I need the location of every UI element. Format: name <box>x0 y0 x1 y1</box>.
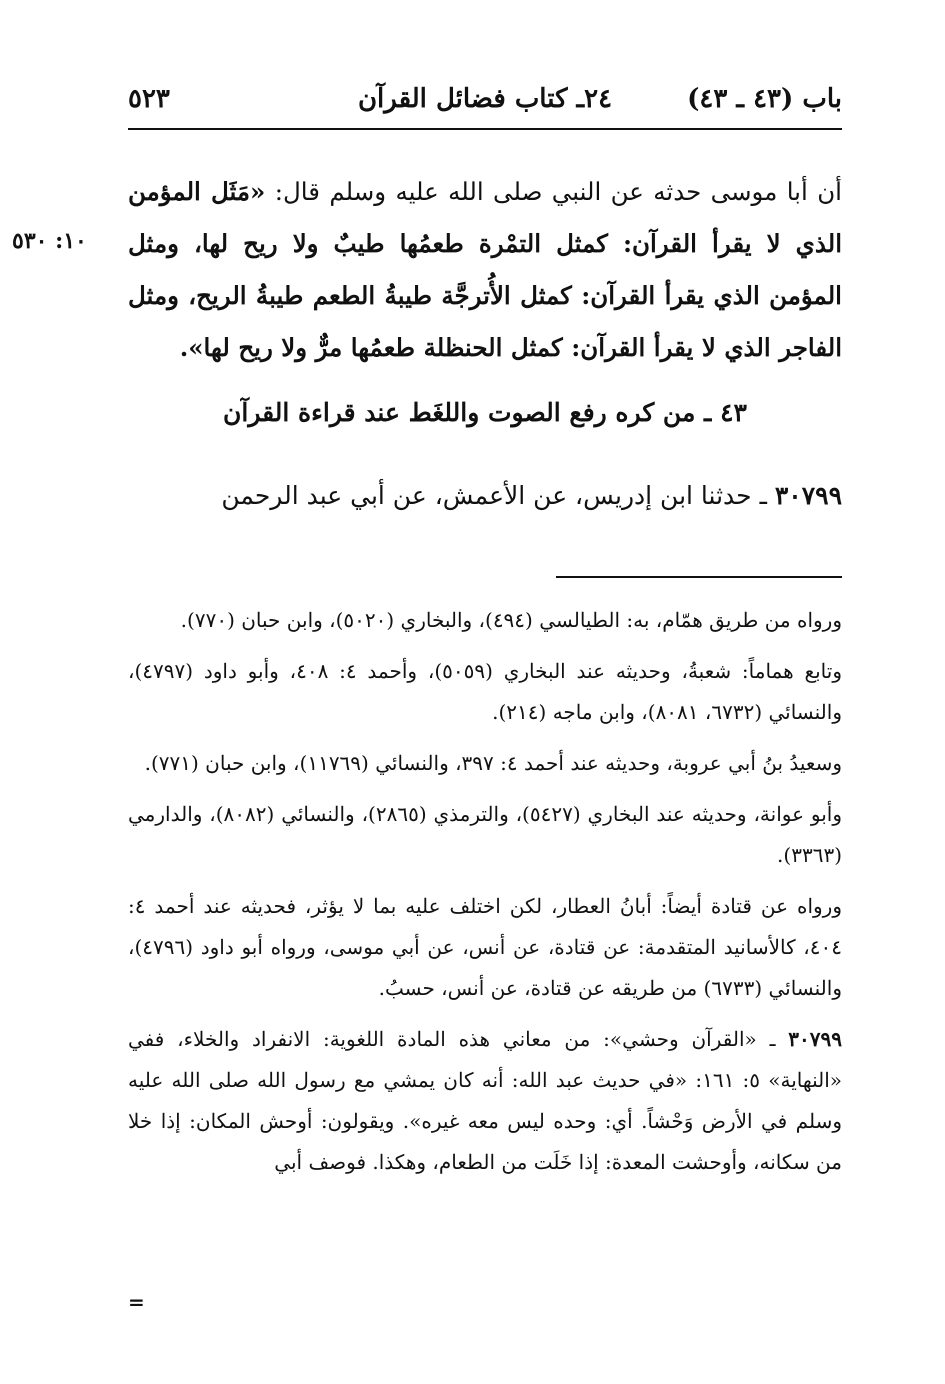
main-intro: أن أبا موسى حدثه عن النبي صلى الله عليه وسلم قال: <box>265 177 842 206</box>
chapter-reference: باب (٤٣ ـ ٤٣) <box>687 84 842 114</box>
page-number: ٥٢٣ <box>128 84 170 114</box>
note-text: ـ «القرآن وحشي»: من معاني هذه المادة اللغوية: الانفراد والخلاء، ففي «النهاية» ٥: ١٦١: «في حديث عبد الله: أنه كان يمشي مع رسول الله صلى الله عليه وسلم في الأرض وَحْشاً. أي: وحده ليس معه غيره». ويقولون: أوحش المكان: إذا خلا من سكانه، وأوحشت المعدة: إذا خَلَت من الطعام، وهكذا. فوصف أبي <box>128 1027 842 1174</box>
hadith-text: ـ حدثنا ابن إدريس، عن الأعمش، عن أبي عبد الرحمن <box>221 481 775 510</box>
footnotes <box>128 600 842 1193</box>
header-rule <box>128 128 842 130</box>
continuation-mark: = <box>128 1290 145 1314</box>
section-heading: ٤٣ ـ من كره رفع الصوت واللغَط عند قراءة القرآن <box>223 398 747 427</box>
footnote-paragraph: وسعيدُ بنُ أبي عروبة، وحديثه عند أحمد ٤: ٣٩٧، والنسائي (١١٧٦٩)، وابن حبان (٧٧١). <box>144 751 842 775</box>
note-number: ٣٠٧٩٩ <box>788 1027 842 1051</box>
footnote-paragraph: وتابع هماماً: شعبةُ، وحديثه عند البخاري (٥٠٥٩)، وأحمد ٤: ٤٠٨، وأبو داود (٤٧٩٧)، والنسائي (٦٧٣٢، ٨٠٨١)، وابن ماجه (٢١٤). <box>128 659 842 724</box>
footnote-rule <box>556 576 842 578</box>
page-header <box>128 84 842 124</box>
footnote-paragraph: وأبو عوانة، وحديثه عند البخاري (٥٤٢٧)، والترمذي (٢٨٦٥)، والنسائي (٨٠٨٢)، والدارمي (٣٣٦٣). <box>128 802 842 867</box>
main-text <box>128 166 842 374</box>
footnote-paragraph: ورواه من طريق همّام، به: الطيالسي (٤٩٤)، والبخاري (٥٠٢٠)، وابن حبان (٧٧٠). <box>180 608 842 632</box>
hadith-quote: «مَثَل المؤمن الذي لا يقرأ القرآن: كمثل التمْرة طعمُها طيبٌ ولا ريح لها، ومثل المؤمن الذي يقرأ القرآن: كمثل الأُترجَّة طيبةُ الطعم طيبةُ الريح، ومثل الفاجر الذي لا يقرأ القرآن: كمثل الحنظلة طعمُها مرٌّ ولا ريح لها». <box>128 177 842 362</box>
book-title: ٢٤ـ كتاب فضائل القرآن <box>357 84 613 114</box>
hadith-number: ٣٠٧٩٩ <box>774 481 842 510</box>
footnote-paragraph: ورواه عن قتادة أيضاً: أبانُ العطار، لكن اختلف عليه بما لا يؤثر، فحديثه عند أحمد ٤: ٤٠٤، كالأسانيد المتقدمة: عن قتادة، عن أنس، عن أبي موسى، ورواه أبو داود (٤٧٩٦)، والنسائي (٦٧٣٣) من طريقه عن قتادة، عن أنس، حسبُ. <box>128 894 842 1000</box>
margin-reference: ١٠: ٥٣٠ <box>12 228 87 254</box>
footnote-paragraph-last <box>128 1019 842 1183</box>
hadith-entry <box>128 476 842 516</box>
